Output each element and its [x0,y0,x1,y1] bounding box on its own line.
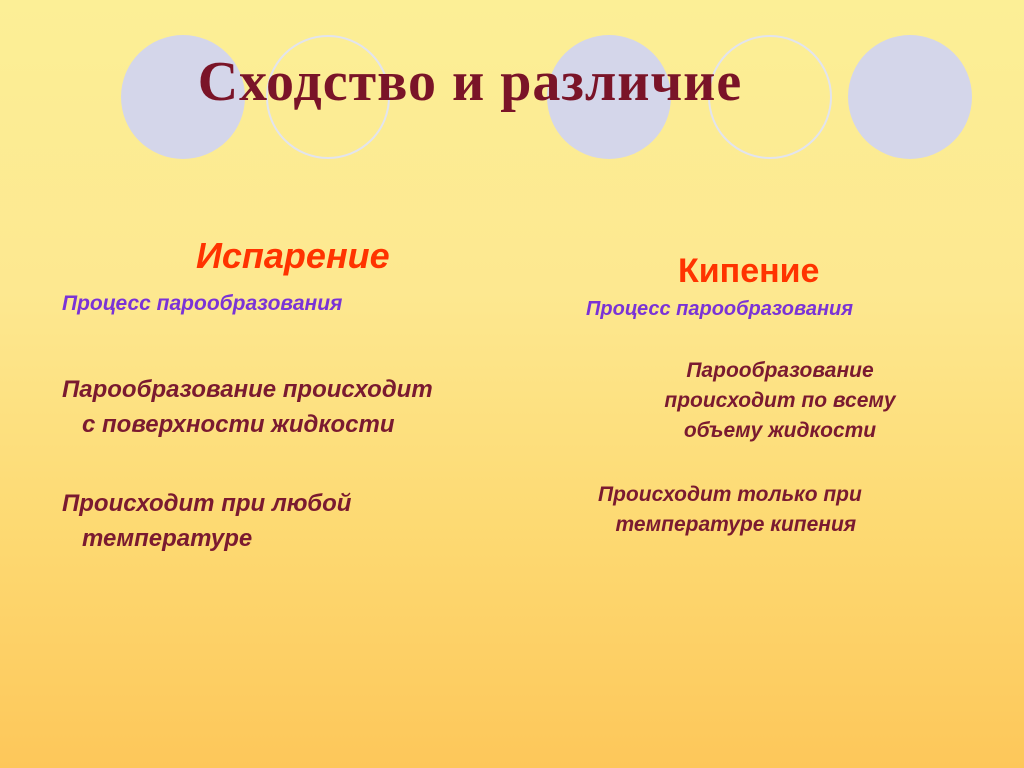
boiling-temperature-text: Происходит только при температуре кипения [598,483,862,536]
evaporation-temperature-text: Происходит при любой температуре [62,490,352,552]
evaporation-surface-text: Парообразование происходит с поверхности жидкости [62,376,433,438]
evaporation-similarity-text: Процесс парообразования [62,292,343,315]
boiling-heading: Кипение [678,252,820,290]
evaporation-heading: Испарение [196,235,390,276]
boiling-volume-text: Парообразование происходит по всему объему жидкости [664,359,896,442]
slide-title: Сходство и различие [197,51,743,113]
boiling-similarity-text: Процесс парообразования [586,298,854,320]
